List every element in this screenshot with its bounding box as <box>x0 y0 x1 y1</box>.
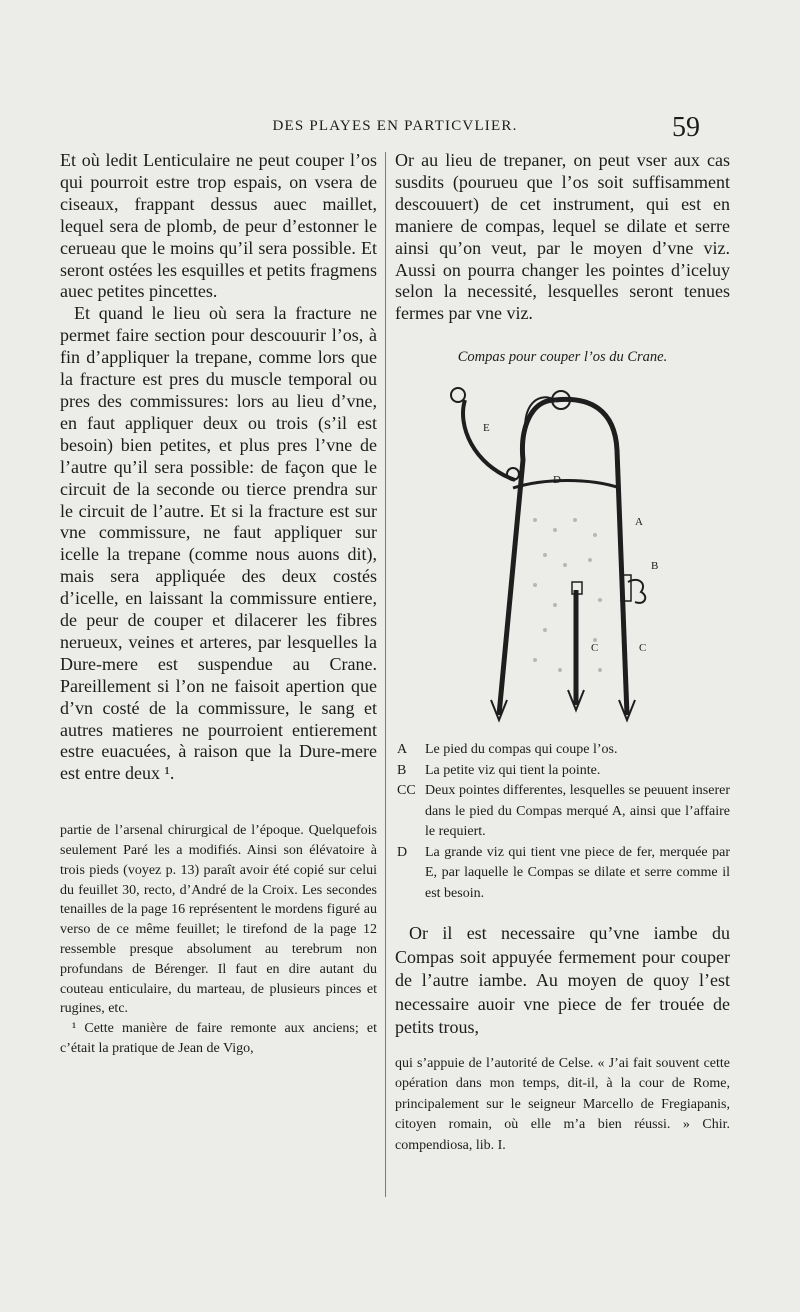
legend-key: B <box>397 762 407 778</box>
legend-key: CC <box>397 783 416 799</box>
compass-left-leg <box>499 400 555 715</box>
left-column <box>60 150 377 1059</box>
figure-legend <box>395 740 730 904</box>
legend-row <box>395 781 730 843</box>
running-head: DES PLAYES EN PARTICVLIER. <box>272 118 518 134</box>
figure-label-c-right: C <box>639 642 647 655</box>
figure-caption: Compas pour couper l’os du Crane. <box>457 349 668 366</box>
legend-row <box>395 740 730 761</box>
footnotes <box>60 821 377 1059</box>
crossbar <box>513 481 620 489</box>
compass-figure <box>395 370 730 730</box>
piece-e <box>463 400 515 480</box>
figure-label-b: B <box>651 560 659 573</box>
column-divider <box>385 152 386 1197</box>
legend-row <box>395 843 730 905</box>
legend-key: A <box>397 742 408 758</box>
legend-row <box>395 761 730 782</box>
right-footnote <box>395 1054 730 1157</box>
figure-label-e: E <box>483 422 490 435</box>
legend-key: D <box>397 844 408 860</box>
footnote-celse: qui s’appuie de l’autorité de Celse. « J’ai fait souvent cette opération dans mon temps, dit-il, à la cour de Rome, principalement sur le seigneur Marcello de Fregiapanis, citoyen romain, où elle m’a bien réussi. » Chir. compendiosa, lib. I. <box>395 1055 730 1153</box>
page-header <box>0 112 800 146</box>
legend-text: La grande viz qui tient vne piece de fer, merquée par E, par laquelle le Compas se dilate et serre comme il est besoin. <box>425 844 730 901</box>
paragraph-fracture: Et quand le lieu où sera la fracture ne permet faire section pour descouurir l’os, à fin d’appliquer la trepane, comme lors que la fracture est pres du muscle temporal ou pres des commissures: lors au lieu d’vne, en faut appliquer deux ou trois (s’il est besoin) bien petites, et plus pres l’vne de l’autre qu’il sera possible: de façon que le circuit de la seconde ou tierce prendra sur le circuit de l’autre. Et si la fracture est sur vne commissure, ne faut appliquer sur icelle la trepane (comme nous auons dit), mais sera appliquée des deux costés d’icelle, en laissant la commissure entiere, de peur de couper et dilacerer les fibres nerueux, veines et arteres, par lesquelles la Dure-mere est suspendue au Crane. Pareillement si l’on ne faisoit apertion que d’vn costé de la commissure, le sang et autres matieres ne pourroient entierement estre euacuées, à raison que la Dure-mere est entre deux ¹. <box>60 303 377 784</box>
compass-illustration <box>395 370 730 730</box>
paragraph-iambe: Or il est necessaire qu’vne iambe du Compas soit appuyée fermement pour couper de l’autre iambe. Au moyen de quoy l’est necessaire auoir vne piece de fer trouée de petits trous, <box>395 923 730 1038</box>
compass-right-leg <box>555 400 627 716</box>
footnote-arsenal: partie de l’arsenal chirurgical de l’époque. Quelquefois seulement Paré les a modifiés. Ainsi son élévatoire à trois pieds (voyez p. 13) paraît avoir été copié sur celui du feuillet 30, recto, d’André de la Croix. Les secondes tenailles de la page 16 représentent le mordens figuré au verso de ce même feuillet; le tirefond de la page 12 ressemble presque absolument au terebrum non profundans de Bérenger. Il faut en dire autant du couteau enticulaire, du marteau, de plusieurs pinces et rugines, etc. <box>60 823 377 1017</box>
legend-text: Le pied du compas qui coupe l’os. <box>425 742 618 758</box>
legend-text: Deux pointes differentes, lesquelles se peuuent inserer dans le pied du Compas merqué A, ainsi que l’affaire le requiert. <box>425 783 730 840</box>
figure-label-a: A <box>635 516 643 529</box>
paragraph-compas: Or au lieu de trepaner, on peut vser aux cas susdits (pourueu que l’os soit suffisamment descouuert) de cet instrument, qui est en maniere de compas, lequel se dilate et serre ainsi qu’on veut, par le moyen d’vne viz. Aussi on pourra changer les pointes d’iceluy selon la necessité, lesquelles seront tenues fermes par vne viz. <box>395 150 730 324</box>
footnote-1: ¹ Cette manière de faire remonte aux anciens; et c’était la pratique de Jean de Vigo, <box>60 1021 377 1057</box>
figure-label-d: D <box>553 474 561 487</box>
legend-text: La petite viz qui tient la pointe. <box>425 762 601 778</box>
paragraph-lenticulaire: Et où ledit Lenticulaire ne peut couper l’os qui pourroit estre trop espais, on vsera de ciseaux, frappant dessus auec maillet, lequel sera de plomb, de peur d’estonner le cerueau que le moins qu’il sera possible. Et seront ostées les esquilles et petits fragmens auec petites pincettes. <box>60 150 377 302</box>
right-lower-text <box>395 922 730 1040</box>
right-column <box>395 150 730 1156</box>
page-number: 59 <box>672 112 700 143</box>
figure-label-c-left: C <box>591 642 599 655</box>
